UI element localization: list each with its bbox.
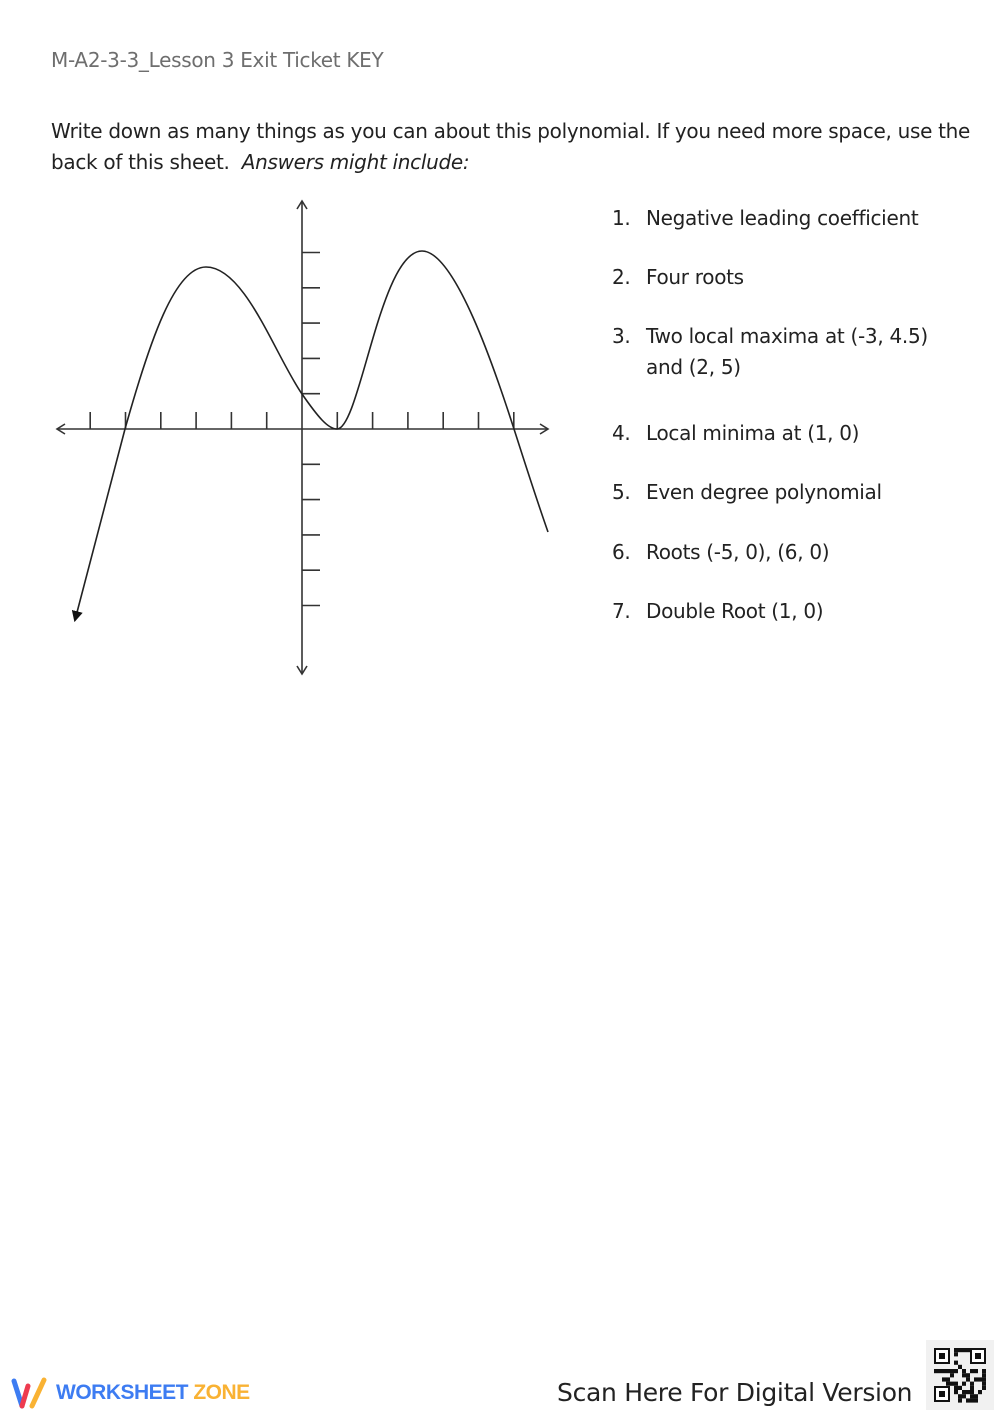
answer-number: 7.: [612, 599, 631, 623]
answer-number: 4.: [612, 421, 631, 445]
prompt-text: Write down as many things as you can about this polynomial. If you need more space, use the back of this sheet.: [51, 119, 971, 174]
answer-text: Roots (-5, 0), (6, 0): [646, 540, 830, 564]
answer-number: 5.: [612, 480, 631, 504]
answer-text: Two local maxima at (-3, 4.5) and (2, 5): [646, 324, 928, 379]
answer-number: 1.: [612, 206, 631, 230]
brand-name: WORKSHEET ZONE: [56, 1381, 250, 1404]
answer-number: 2.: [612, 265, 631, 289]
polynomial-curve: [125, 251, 548, 532]
answer-text: Local minima at (1, 0): [646, 421, 860, 445]
answers-intro: Answers might include:: [241, 150, 470, 174]
logo-mark-icon: [10, 1376, 50, 1410]
scan-text: Scan Here For Digital Version: [557, 1378, 913, 1407]
answer-number: 6.: [612, 540, 631, 564]
answer-text: Four roots: [646, 265, 744, 289]
curve-left-arrow: [75, 429, 125, 620]
answer-text: Double Root (1, 0): [646, 599, 824, 623]
polynomial-graph: [0, 0, 600, 700]
worksheetzone-logo[interactable]: [10, 1376, 250, 1410]
qr-code-icon[interactable]: [926, 1340, 994, 1410]
answer-number: 3.: [612, 324, 631, 348]
worksheet-title: M-A2-3-3_Lesson 3 Exit Ticket KEY: [51, 48, 384, 72]
answer-text: Negative leading coefficient: [646, 206, 919, 230]
answer-text: Even degree polynomial: [646, 480, 882, 504]
